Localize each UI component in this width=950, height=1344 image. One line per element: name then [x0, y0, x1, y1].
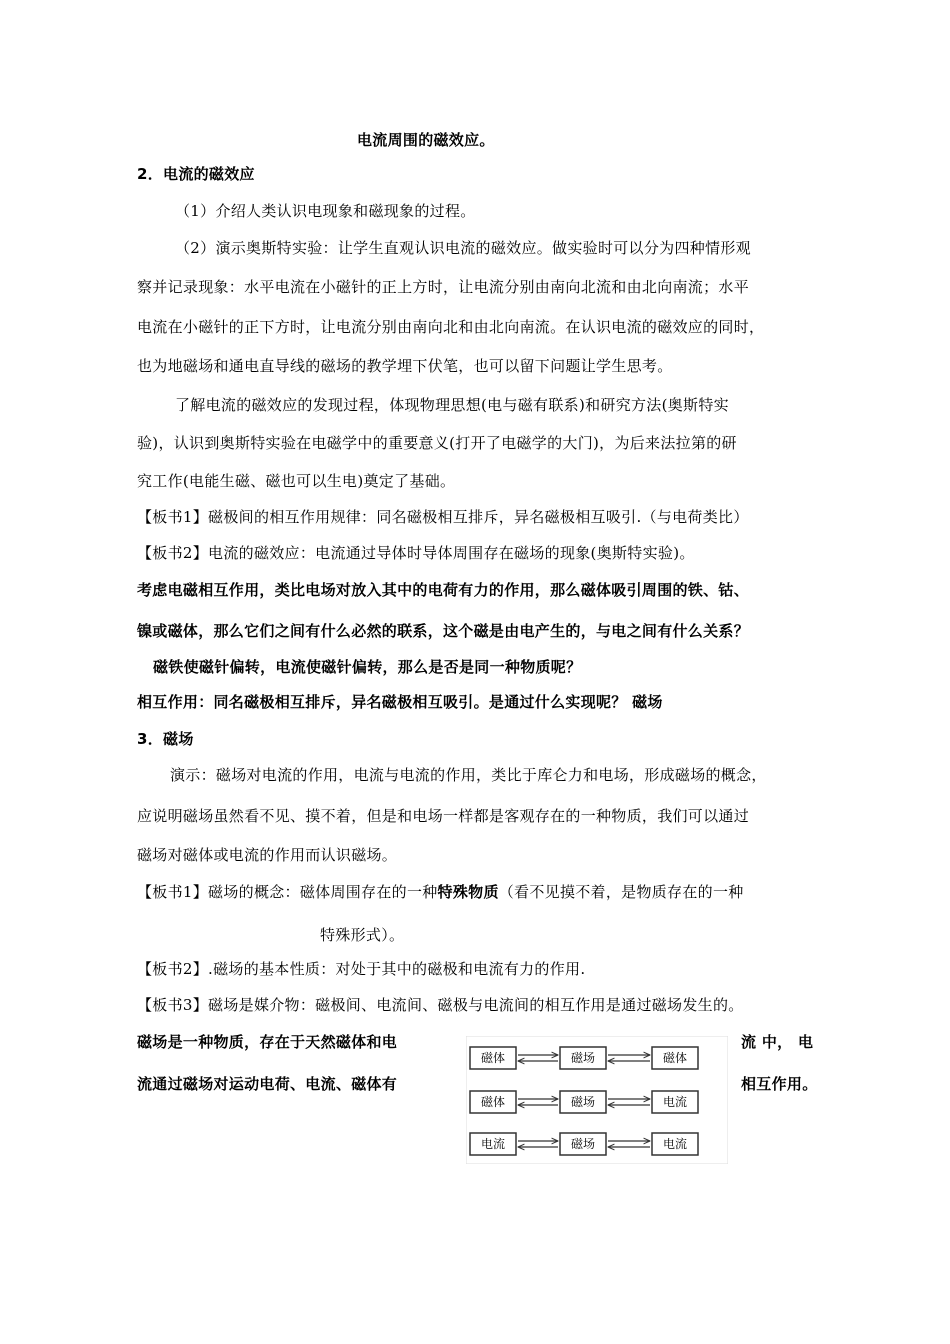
ending-line-1-right: 流 中， 电 — [741, 1033, 814, 1051]
diagram-box-label: 磁体 — [480, 1051, 506, 1065]
board-note-4: 【板书2】.磁场的基本性质：对处于其中的磁极和电流有力的作用. — [137, 960, 586, 978]
diagram-box-label: 电流 — [662, 1095, 688, 1109]
ending-line-2-left: 流通过磁场对运动电荷、电流、磁体有 — [137, 1075, 398, 1093]
question-1-line-1: 考虑电磁相互作用，类比电场对放入其中的电荷有力的作用，那么磁体吸引周围的铁、钴、 — [137, 581, 750, 599]
diagram-box-label: 磁场 — [570, 1051, 596, 1065]
diagram-box-label: 电流 — [662, 1137, 688, 1151]
question-2: 磁铁使磁针偏转，电流使磁针偏转，那么是否是同一种物质呢？ — [153, 658, 582, 676]
magnetic-field-diagram — [466, 1036, 728, 1164]
board-note-3-pre: 【板书1】磁场的概念：磁体周围存在的一种 — [137, 883, 438, 901]
diagram-row-1 — [470, 1047, 698, 1069]
diagram-box-label: 磁体 — [480, 1095, 506, 1109]
para-2-line-4: 也为地磁场和通电直导线的磁场的教学埋下伏笔，也可以留下问题让学生思考。 — [137, 357, 673, 375]
demo-line-2: 应说明磁场虽然看不见、摸不着，但是和电场一样都是客观存在的一种物质，我们可以通过 — [137, 807, 750, 825]
diagram-box-label: 磁场 — [570, 1137, 596, 1151]
para-3-line-2: 验)，认识到奥斯特实验在电磁学中的重要意义(打开了电磁学的大门)，为后来法拉第的研 — [137, 434, 737, 452]
board-note-5: 【板书3】磁场是媒介物：磁极间、电流间、磁极与电流间的相互作用是通过磁场发生的。 — [137, 996, 744, 1014]
para-1: （1）介绍人类认识电现象和磁现象的过程。 — [175, 202, 476, 220]
section-2-title: 2．电流的磁效应 — [137, 165, 255, 183]
board-note-2: 【板书2】电流的磁效应：电流通过导体时导体周围存在磁场的现象(奥斯特实验)。 — [137, 544, 695, 562]
ending-line-1-left: 磁场是一种物质，存在于天然磁体和电 — [137, 1033, 398, 1051]
diagram-row-3 — [470, 1133, 698, 1155]
board-note-3 — [137, 882, 744, 902]
para-3-line-3: 究工作(电能生磁、磁也可以生电)奠定了基础。 — [137, 472, 456, 490]
diagram-box-label: 磁场 — [570, 1095, 596, 1109]
board-note-3-bold: 特殊物质 — [437, 883, 499, 901]
question-1-line-2: 镍或磁体，那么它们之间有什么必然的联系，这个磁是由电产生的，与电之间有什么关系？ — [137, 622, 750, 640]
diagram-box-label: 电流 — [480, 1137, 506, 1151]
ending-line-2-right: 相互作用。 — [741, 1075, 818, 1093]
top-heading: 电流周围的磁效应。 — [357, 131, 495, 149]
board-note-3-post: （看不见摸不着，是物质存在的一种 — [498, 883, 744, 901]
diagram-box-label: 磁体 — [662, 1051, 688, 1065]
board-note-3-line-2: 特殊形式）。 — [320, 926, 405, 944]
demo-line-3: 磁场对磁体或电流的作用而认识磁场。 — [137, 846, 398, 864]
board-note-1: 【板书1】磁极间的相互作用规律：同名磁极相互排斥，异名磁极相互吸引.（与电荷类比） — [137, 508, 749, 526]
diagram-row-2 — [470, 1091, 698, 1113]
section-3-title: 3．磁场 — [137, 730, 194, 748]
para-2-line-3: 电流在小磁针的正下方时，让电流分别由南向北和由北向南流。在认识电流的磁效应的同时， — [137, 318, 765, 336]
para-3-line-1: 了解电流的磁效应的发现过程，体现物理思想(电与磁有联系)和研究方法(奥斯特实 — [175, 396, 729, 414]
para-2-line-1: （2）演示奥斯特实验：让学生直观认识电流的磁效应。做实验时可以分为四种情形观 — [175, 239, 751, 257]
question-3: 相互作用：同名磁极相互排斥，异名磁极相互吸引。是通过什么实现呢？ 磁场 — [137, 693, 663, 711]
para-2-line-2: 察并记录现象：水平电流在小磁针的正上方时，让电流分别由南向北流和由北向南流；水平 — [137, 278, 750, 296]
demo-line-1: 演示：磁场对电流的作用，电流与电流的作用，类比于库仑力和电场，形成磁场的概念， — [170, 766, 767, 784]
